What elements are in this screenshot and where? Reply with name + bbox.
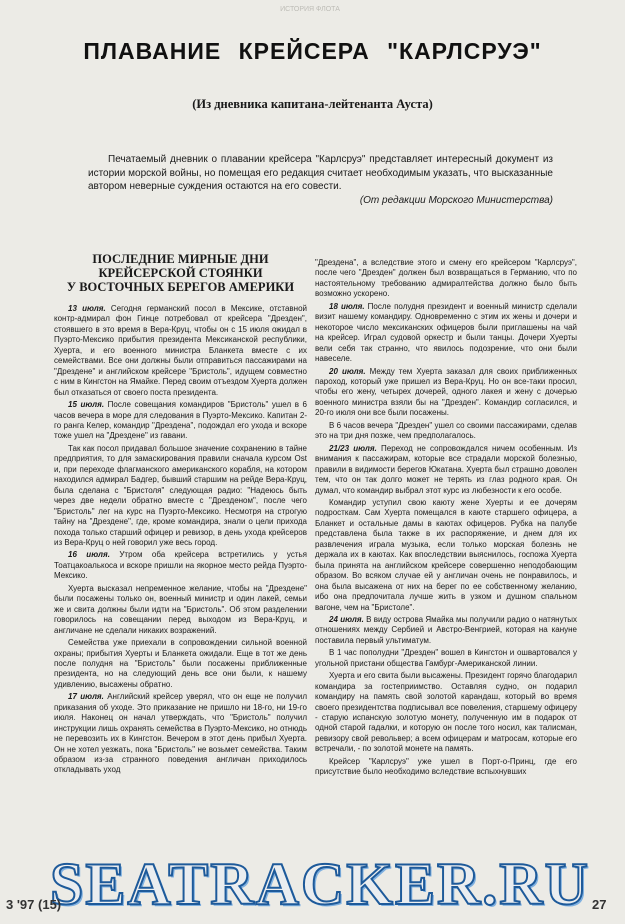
paragraph bbox=[54, 584, 307, 636]
right-column bbox=[315, 258, 577, 780]
diary-date: 16 июля. bbox=[68, 550, 110, 560]
paragraph bbox=[54, 692, 307, 776]
paragraph-text: В виду острова Ямайка мы получили радио о натянутых отношениях между Сербией и Австро-Венгрией, которая на кануне поставила первый ультиматум. bbox=[315, 614, 578, 645]
paragraph bbox=[54, 638, 307, 690]
editorial-preface bbox=[88, 153, 553, 207]
paragraph-text: Хуерта высказал непременное желание, чтобы на "Дрездене" были посажены только он, военный министр и один лакей, семьи же и свита должны были идти на "Бристоль". Об этом разделении говорилось на совещании перед выходом из Вера-Круц, и англичане не сделали никаких возражений. bbox=[54, 583, 307, 635]
faint-header: ИСТОРИЯ ФЛОТА bbox=[280, 6, 340, 13]
paragraph bbox=[315, 421, 577, 442]
section-title-line: КРЕЙСЕРСКОЙ СТОЯНКИ bbox=[98, 266, 263, 280]
paragraph bbox=[315, 648, 577, 669]
paragraph-text: В 6 часов вечера "Дрезден" ушел со своими пассажирами, сделав это на три дня позже, чем предполагалось. bbox=[315, 420, 577, 441]
paragraph bbox=[54, 304, 307, 398]
paragraph bbox=[315, 498, 577, 613]
left-column bbox=[54, 248, 307, 778]
paragraph-text: Крейсер "Карлсруэ" уже ушел в Порт-о-Принц, где его присутствие было необходимо вследствие вспыхнувших bbox=[315, 756, 577, 777]
paragraph-text: Между тем Хуерта заказал для своих приближенных пароход, который уже пришел из Вера-Круц. Но он все-таки просил, чтобы его жену, четырех дочерей, одного лакея и жену с дочерью военного министра взяли бы на "Дрезден". Командир согласился, и 20-го июля они все были посажены. bbox=[315, 366, 578, 418]
paragraph bbox=[315, 302, 577, 365]
paragraph-text: Сегодня германский посол в Мексике, отставной контр-адмирал фон Гинце потребовал от крейсера "Дрезден", стоявшего в это время в Вера-Круц, чтобы он с 15 июля ожидал в Пуэрто-Мексико прибытия президента Мексиканской республики, Хуерта, и его военного министра Бланкета вместе с их семействами. Все они должны были отправиться пассажирами на "Дрездене" и английском крейсере "Бристоль", идущем совместно с ним в Кингстон на Ямайке. Перед своим отъездом Хуерта должен был отказаться от своего поста президента. bbox=[54, 304, 307, 397]
section-title bbox=[54, 252, 307, 294]
watermark-logo: SEATRACKER.RU bbox=[50, 851, 590, 917]
diary-date: 20 июля. bbox=[329, 366, 366, 376]
paragraph-text: В 1 час пополудни "Дрезден" вошел в Кингстон и ошвартовался у угольной пристани общества Гамбург-Американской линии. bbox=[315, 648, 577, 668]
article-subtitle: (Из дневника капитана-лейтенанта Ауста) bbox=[192, 97, 433, 111]
paragraph-text: Семейства уже приехали в сопровождении сильной военной охраны; прибытия Хуерты и Бланкета ожидали. Еще в тот же день после полудня на "Бристоль" были посажены приближенные президента, но на следующий день все они были, к нашему удивлению, высажены обратно. bbox=[54, 638, 307, 689]
paragraph-text: Утром оба крейсера встретились у устья Тоатцакоалькоса и вскоре пришли на якорное место рейда Пуэрто-Мексико. bbox=[54, 550, 307, 581]
paragraph-text: После полудня президент и военный министр сделали визит нашему командиру. Одновременно с этим их жены и дочери и некоторое число мексиканских офицеров были приглашены на чай на крейсер. Играл судовой оркестр и были танцы. Дочери Хуерты вели себя так странно, что явилось подозрение, что они были навеселе. bbox=[315, 301, 577, 364]
right-column-body bbox=[315, 258, 577, 778]
article-title: ПЛАВАНИЕ КРЕЙСЕРА "КАРЛСРУЭ" bbox=[83, 38, 542, 64]
diary-date: 21/23 июля. bbox=[329, 443, 377, 453]
section-title-line: У ВОСТОЧНЫХ БЕРЕГОВ АМЕРИКИ bbox=[66, 280, 295, 294]
diary-date: 13 июля. bbox=[68, 304, 106, 313]
diary-date: 17 июля. bbox=[68, 692, 104, 702]
paragraph bbox=[315, 258, 577, 300]
paragraph-text: Так как посол придавал большое значение сохранению в тайне предприятия, то для замаскирования правили сначала курсом Ost и, при переходе флагманского американского корабля, на котором находился адмирал Бадгер, бывший старшим на рейде Вера-Круц, была сделана с "Бристоля" следующая радио: "Надеюсь быть через две недели обратно вместе с "Дрезденом", после чего "Бристоль" лег на курс на Пуэрто-Мексико. Несмотря на строгую тайну на "Дрездене", где, кроме командира, знали о цели прихода похода только старший офицер и ревизор, в день ухода крейсеров из Вера-Круц о ней говорил уже весь город. bbox=[54, 443, 307, 547]
paragraph bbox=[54, 400, 307, 442]
paragraph-text: "Дрездена", а вследствие этого и смену его крейсером "Карлсруэ", после чего "Дрезден" должен был возвращаться в Германию, что по настоятельному требованию адмиралтейства должно было быть возможно ускорено. bbox=[315, 258, 577, 299]
paragraph bbox=[315, 671, 577, 755]
left-column-body bbox=[54, 304, 307, 776]
paragraph bbox=[315, 444, 577, 496]
diary-date: 18 июля. bbox=[329, 301, 365, 311]
paragraph-text: Английский крейсер уверял, что он еще не получил приказания об уходе. Это приказание не пришло ни 18-го, ни 19-го июля. Наконец он начал утверждать, что "Бристоль" получил инструкции лишь охранять семейства в Пуэрто-Мексико, но отнюдь не перевозить их в Кингстон. Вечером в этот день прибыл Хуерта. Он не хотел уезжать, пока "Бристоль" не возьмет семейства. Таким образом из-за странного поведения англичан приходилось откладывать уход bbox=[54, 692, 308, 775]
diary-date: 15 июля. bbox=[68, 400, 105, 410]
paragraph bbox=[315, 367, 577, 419]
preface-source: (От редакции Морского Министерства) bbox=[359, 194, 553, 206]
issue-number: 3 '97 (15) bbox=[6, 897, 62, 912]
preface-text: Печатаемый дневник о плавании крейсера "Карлсруэ" представляет интересный документ из истории морской войны, но помещая его редакция считает необходимым указать, что высказанные автором неверные суждения остаются на его совести. bbox=[88, 154, 553, 192]
paragraph-text: Переход не сопровождался ничем особенным. Из внимания к пассажирам, которые все страдали морской болезнью, правили в видимости берегов Юкатана. Хуерта был страшно доволен тем, что он так долго может не терять из глаз родного края. Он думал, что командир выбрал этот курс из любезности к его особе. bbox=[315, 443, 577, 495]
page-number: 27 bbox=[592, 897, 607, 912]
section-title-line: ПОСЛЕДНИЕ МИРНЫЕ ДНИ bbox=[92, 252, 269, 266]
paragraph bbox=[54, 550, 307, 581]
paragraph-text: После совещания командиров "Бристоль" ушел в 6 часов вечера в море для следования в Пуэрто-Мексико. Капитан 2-го ранга Келер, командир "Дрездена", подождал его ухода и вскоре тоже ушел на "Дрездене" из гавани. bbox=[54, 400, 308, 441]
paragraph bbox=[54, 444, 307, 549]
paragraph-text: Хуерта и его свита были высажены. Президент горячо благодарил командира за гостеприимство. Оставляя судно, он подарил командиру на память свой золотой карандаш, который во время своего президентства подписывал все повеления, старшему офицеру - старую испанскую золотую монету, полученную им в подарок от одной старой гадалки, и которую он после того носил, как талисман, ревизору свой револьвер; а всем офицерам и матросам, которые его встречали, - по золотой монете на память. bbox=[315, 671, 577, 754]
paragraph-text: Командир уступил свою каюту жене Хуерты и ее дочерям подросткам. Сам Хуерта помещался в каюте старшего офицера, а Бланкет и остальные дамы в каютах офицеров. Рубка на палубе представлена была также в их распоряжение, и днем для их развлечения играла музыка, если только морская болезнь не держала их в каютах. Как впоследствии выяснилось, госпожа Хуерта была принята на английском крейсере совершенно неподобающим образом. Во всяком случае ей у англичан очень не понравилось, и она была высажена от них на берег по ее собственному желанию, ибо она предпочитала лучше жить в узком и душном спальном вагоне, чем на "Бристоле". bbox=[315, 497, 577, 612]
paragraph bbox=[315, 615, 577, 646]
diary-date: 24 июля. bbox=[329, 614, 364, 624]
paragraph bbox=[315, 757, 577, 778]
